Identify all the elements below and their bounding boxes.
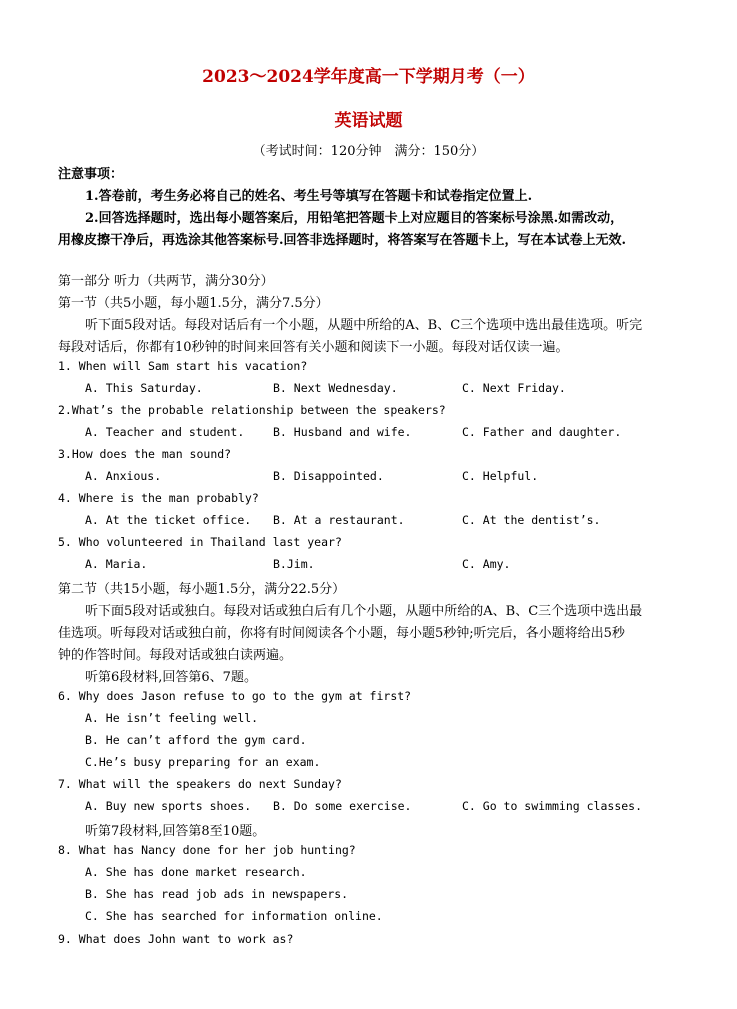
q6-option-a: A. He isn’t feeling well.: [85, 711, 259, 725]
section2-heading: 第二节（共15小题，每小题1.5分，满分22.5分）: [58, 582, 346, 597]
q2-option-b: B. Husband and wife.: [273, 425, 412, 439]
q4-option-c: C. At the dentist’s.: [462, 513, 601, 527]
notice-item-1: 1.答卷前，考生务必将自己的姓名、考生号等填写在答题卡和试卷指定位置上.: [85, 189, 533, 204]
material-7-note: 听第7段材料,回答第8至10题。: [85, 824, 266, 839]
question-8: 8. What has Nancy done for her job hunting?: [58, 843, 356, 857]
notice-item-2a: 2.回答选择题时，选出每小题答案后，用铅笔把答题卡上对应题目的答案标号涂黑.如需改动，: [85, 211, 624, 226]
q8-option-b: B. She has read job ads in newspapers.: [85, 887, 349, 901]
exam-title: 2023～2024学年度高一下学期月考（一）: [202, 67, 535, 87]
q1-option-b: B. Next Wednesday.: [273, 381, 398, 395]
section2-instructions-b: 佳选项。听每段对话或独白前，你将有时间阅读各个小题，每小题5秒钟;听完后，各小题将给出5秒: [58, 626, 625, 641]
q3-option-b: B. Disappointed.: [273, 469, 384, 483]
q6-option-b: B. He can’t afford the gym card.: [85, 733, 307, 747]
question-1: 1. When will Sam start his vacation?: [58, 359, 308, 373]
question-6: 6. Why does Jason refuse to go to the gym at first?: [58, 689, 412, 703]
exam-info: （考试时间：120分钟 满分：150分）: [252, 144, 485, 159]
q2-option-a: A. Teacher and student.: [85, 425, 245, 439]
q5-option-a: A. Maria.: [85, 557, 148, 571]
q5-option-c: C. Amy.: [462, 557, 511, 571]
q1-option-a: A. This Saturday.: [85, 381, 203, 395]
subject-title: 英语试题: [334, 111, 403, 131]
q3-option-c: C. Helpful.: [462, 469, 539, 483]
q4-option-b: B. At a restaurant.: [273, 513, 405, 527]
section1-instructions-b: 每段对话后，你都有10秒钟的时间来回答有关小题和阅读下一小题。每段对话仅读一遍。: [58, 340, 569, 355]
q5-option-b: B.Jim.: [273, 557, 315, 571]
q1-option-c: C. Next Friday.: [462, 381, 566, 395]
q7-option-c: C. Go to swimming classes.: [462, 799, 643, 813]
q3-option-a: A. Anxious.: [85, 469, 162, 483]
q6-option-c: C.He’s busy preparing for an exam.: [85, 755, 321, 769]
section1-heading: 第一节（共5小题，每小题1.5分，满分7.5分）: [58, 296, 329, 311]
q7-option-b: B. Do some exercise.: [273, 799, 412, 813]
q8-option-c: C. She has searched for information online.: [85, 909, 383, 923]
q4-option-a: A. At the ticket office.: [85, 513, 252, 527]
material-6-note: 听第6段材料,回答第6、7题。: [85, 670, 257, 685]
section1-instructions-a: 听下面5段对话。每段对话后有一个小题，从题中所给的A、B、C三个选项中选出最佳选项。听完: [85, 318, 643, 333]
question-9: 9. What does John want to work as?: [58, 932, 294, 946]
section2-instructions-c: 钟的作答时间。每段对话或独白读两遍。: [58, 648, 293, 663]
question-7: 7. What will the speakers do next Sunday?: [58, 777, 342, 791]
q7-option-a: A. Buy new sports shoes.: [85, 799, 252, 813]
section2-instructions-a: 听下面5段对话或独白。每段对话或独白后有几个小题，从题中所给的A、B、C三个选项中选出最: [85, 604, 643, 619]
notice-item-2b: 用橡皮擦干净后，再选涂其他答案标号.回答非选择题时，将答案写在答题卡上，写在本试卷上无效.: [58, 233, 627, 248]
q2-option-c: C. Father and daughter.: [462, 425, 622, 439]
notice-heading: 注意事项：: [58, 167, 124, 182]
part1-heading: 第一部分 听力（共两节，满分30分）: [58, 274, 274, 289]
question-3: 3.How does the man sound?: [58, 447, 232, 461]
question-4: 4. Where is the man probably?: [58, 491, 259, 505]
question-2: 2.What’s the probable relationship between the speakers?: [58, 403, 446, 417]
question-5: 5. Who volunteered in Thailand last year?: [58, 535, 342, 549]
q8-option-a: A. She has done market research.: [85, 865, 307, 879]
